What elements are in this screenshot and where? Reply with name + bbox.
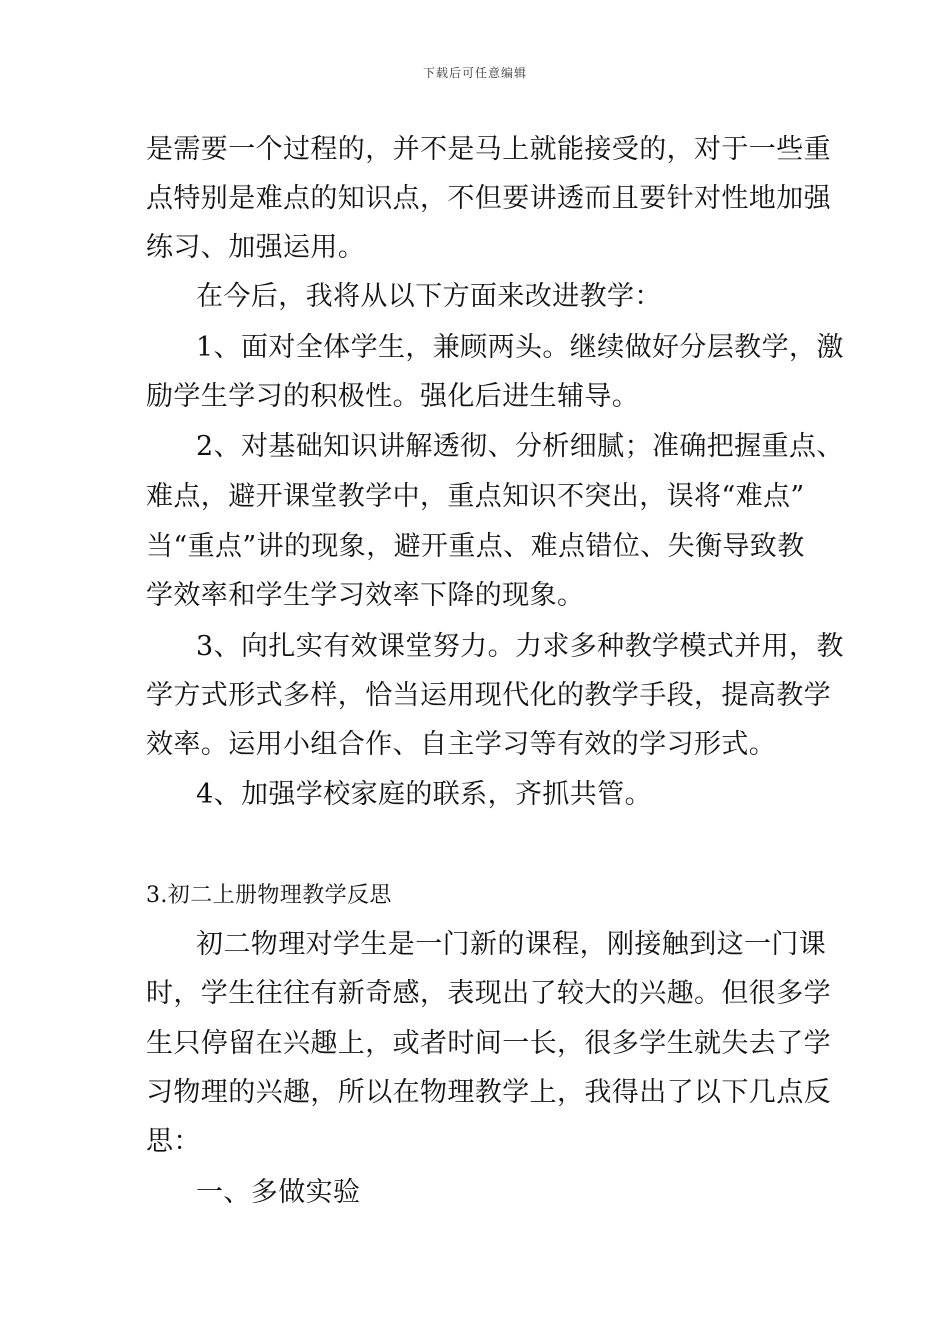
section-heading: 3.初二上册物理教学反思 <box>146 883 392 908</box>
paragraph-line: 学方式形式多样，恰当运用现代化的教学手段，提高教学 <box>146 680 831 711</box>
list-item-4: 4、加强学校家庭的联系，齐抓共管。 <box>196 779 652 810</box>
paragraph-line: 励学生学习的积极性。强化后进生辅导。 <box>146 381 640 412</box>
paragraph-line: 是需要一个过程的，并不是马上就能接受的，对于一些重 <box>146 134 831 165</box>
paragraph-line: 点特别是难点的知识点，不但要讲透而且要针对性地加强 <box>146 183 831 214</box>
paragraph-line: 思： <box>146 1126 201 1157</box>
paragraph-line: 时，学生往往有新奇感，表现出了较大的兴趣。但很多学 <box>146 978 831 1009</box>
subsection-heading: 一、多做实验 <box>196 1177 361 1208</box>
list-item-3: 3、向扎实有效课堂努力。力求多种教学模式并用，教 <box>196 631 844 662</box>
list-item-2: 2、对基础知识讲解透彻、分析细腻；准确把握重点、 <box>196 431 844 462</box>
list-item-1: 1、面对全体学生，兼顾两头。继续做好分层教学，激 <box>196 332 844 363</box>
paragraph-line: 难点，避开课堂教学中，重点知识不突出，误将“难点” <box>146 481 805 512</box>
paragraph-line: 效率。运用小组合作、自主学习等有效的学习形式。 <box>146 729 777 760</box>
paragraph-line: 初二物理对学生是一门新的课程，刚接触到这一门课 <box>196 929 827 960</box>
paragraph-line: 习物理的兴趣，所以在物理教学上，我得出了以下几点反 <box>146 1077 831 1108</box>
paragraph-line: 生只停留在兴趣上，或者时间一长，很多学生就失去了学 <box>146 1028 831 1059</box>
paragraph-line: 学效率和学生学习效率下降的现象。 <box>146 580 585 611</box>
paragraph-line: 当“重点”讲的现象，避开重点、难点错位、失衡导致教 <box>146 531 805 562</box>
page-header: 下载后可任意编辑 <box>422 66 527 80</box>
paragraph-line: 练习、加强运用。 <box>146 232 366 263</box>
paragraph-line: 在今后，我将从以下方面来改进教学： <box>196 281 662 312</box>
